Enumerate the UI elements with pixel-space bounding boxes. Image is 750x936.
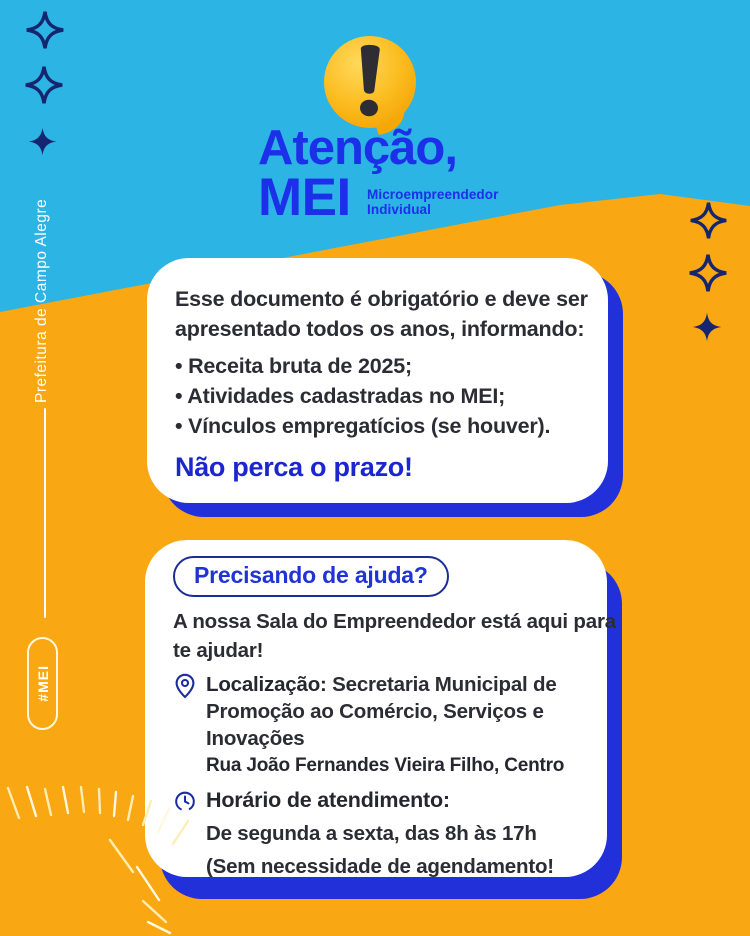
sparkle-filled-icon [28,127,57,156]
notice-intro-line2: apresentado todos os anos, informando: [175,317,585,341]
subtitle-line1: Microempreendedor [367,187,499,202]
help-pill: Precisando de ajuda? [173,556,449,597]
hashtag-badge [27,637,58,730]
help-intro-line2: te ajudar! [173,638,264,662]
location-text-block [206,671,564,779]
hours-label: Horário de atendimento: [206,788,450,812]
sunburst-rays-decoration [0,770,240,936]
sparkle-outline-icon [25,66,63,104]
bullet-item: • Receita bruta de 2025; [175,354,412,378]
page-subtitle [367,188,498,217]
vertical-divider-line [44,408,46,618]
location-line2: Promoção ao Comércio, Serviços e [206,700,544,723]
notice-bullet-list [175,351,586,441]
bullet-item: • Vínculos empregatícios (se houver). [175,414,551,438]
page-title: Atenção, [258,121,457,175]
notice-card [147,258,608,503]
deadline-highlight: Não perca o prazo! [175,452,413,482]
location-line1 [206,671,564,698]
subtitle-line2: Individual [367,201,432,217]
help-intro-line1: A nossa Sala do Empreendedor está aqui para [173,610,616,633]
notice-intro-line1: Esse documento é obrigatório e deve ser [175,287,588,311]
location-line3: Inovações [206,727,305,750]
hours-line2: (Sem necessidade de agendamento! [206,855,554,878]
sparkle-filled-icon [692,312,722,342]
hours-line1: De segunda a sexta, das 8h às 17h [206,822,537,845]
location-pin-icon [173,673,197,699]
hashtag-badge-label: #MEI [34,665,51,702]
location-address: Rua João Fernandes Vieira Filho, Centro [206,755,565,776]
sparkle-outline-icon [690,202,727,239]
page-title-mei: MEI [258,168,351,227]
bullet-item: • Atividades cadastradas no MEI; [175,384,506,408]
location-line1-rest: Secretaria Municipal de [332,673,557,696]
sparkle-outline-icon [689,254,727,292]
location-label: Localização: [206,673,327,696]
sparkle-outline-icon [26,11,64,49]
brand-vertical-label: Prefeitura de Campo Alegre [33,198,50,403]
location-row [173,671,589,779]
